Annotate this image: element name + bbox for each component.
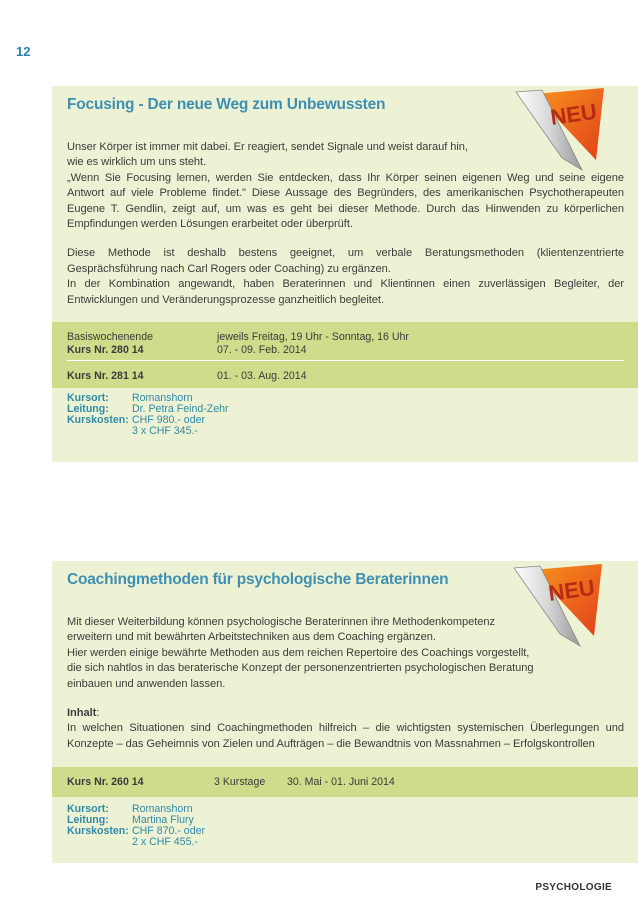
neu-badge-text: NEU <box>546 574 597 606</box>
kosten-value: 3 x CHF 345.- <box>132 425 198 437</box>
paragraph: Diese Methode ist deshalb bestens geeignet, um verbale Beratungsmethoden (klientenzentrierte Gesprächsführung nach Carl Rogers oder Coaching) zu ergänzen. <box>67 247 624 275</box>
course-info <box>52 797 638 863</box>
course-date: 30. Mai - 01. Juni 2014 <box>287 776 395 788</box>
leitung-value: Martina Flury <box>132 814 194 826</box>
intro-line: die sich nahtlos in das beraterische Konzept der personenzentrierten psychologischen Beratung <box>67 662 534 675</box>
kursort-label: Kursort: <box>67 392 109 404</box>
course-title: Coachingmethoden für psychologische Beraterinnen <box>67 571 449 588</box>
neu-badge-icon <box>510 558 610 650</box>
course-duration: 3 Kurstage <box>214 776 266 788</box>
course-number: Kurs Nr. 281 14 <box>67 370 144 382</box>
paragraph: In welchen Situationen sind Coachingmethoden hilfreich – die wichtigsten systemischen Überlegungen und Konzepte – das Geheimnis von Zielen und Aufträgen – die Bewandtnis von Massnahmen – Erfolgskontrollen <box>67 722 624 750</box>
inhalt-heading <box>67 706 624 721</box>
kursort-label: Kursort: <box>67 803 109 815</box>
kosten-value: CHF 980.- oder <box>132 414 206 426</box>
course-title: Focusing - Der neue Weg zum Unbewussten <box>67 96 386 113</box>
intro-line: erweitern und mit bewährten Arbeitstechniken aus dem Coaching ergänzen. <box>67 631 436 644</box>
course-info <box>52 388 638 462</box>
kosten-value: CHF 870.- oder <box>132 825 206 837</box>
neu-badge-icon <box>512 82 612 174</box>
divider <box>67 360 624 361</box>
leitung-label: Leitung: <box>67 403 109 415</box>
schedule-basis-value: jeweils Freitag, 19 Uhr - Sonntag, 16 Uhr <box>217 331 409 343</box>
intro-line: wie es wirklich um uns steht. <box>67 156 207 169</box>
course-date: 01. - 03. Aug. 2014 <box>217 370 307 382</box>
course-number: Kurs Nr. 260 14 <box>67 776 144 788</box>
intro-line: Unser Körper ist immer mit dabei. Er reagiert, sendet Signale und weist darauf hin, <box>67 141 468 153</box>
inhalt-label: Inhalt <box>67 707 97 720</box>
course-date: 07. - 09. Feb. 2014 <box>217 344 307 356</box>
kosten-value: 2 x CHF 455.- <box>132 836 198 848</box>
schedule-band <box>52 322 638 388</box>
leitung-label: Leitung: <box>67 814 109 826</box>
kosten-label: Kurskosten: <box>67 825 129 837</box>
page-number: 12 <box>16 44 31 59</box>
schedule-band <box>52 767 638 797</box>
inhalt-colon: : <box>96 707 100 720</box>
schedule-basis-label: Basiswochenende <box>67 331 153 343</box>
intro-line: Hier werden einige bewährte Methoden aus dem reichen Repertoire des Coachings vorgestellt, <box>67 646 530 659</box>
paragraph: „Wenn Sie Focusing lernen, werden Sie entdecken, dass Ihr Körper seinen eigenen Weg und seine eigene Antwort auf viele Probleme findet." Diese Aussage des Begründers, des amerikanischen Psychotherapeuten Eugene T. Gendlin, zeigt auf, um was es geht bei dieser Methode. Durch das Hinwenden zu körperlichen Empfindungen werden Lösungen erarbeitet oder überprüft. <box>67 171 624 231</box>
kosten-label: Kurskosten: <box>67 414 129 426</box>
course-number: Kurs Nr. 280 14 <box>67 344 144 356</box>
intro-line: einbauen und anwenden lassen. <box>67 677 226 690</box>
paragraph: In der Kombination angewandt, haben Beraterinnen und Klientinnen einen zuverlässigen Begleiter, der Entwicklungen und Veränderungsprozesse ganzheitlich begleitet. <box>67 278 624 306</box>
leitung-value: Dr. Petra Feind-Zehr <box>132 403 229 415</box>
kursort-value: Romanshorn <box>132 392 193 404</box>
kursort-value: Romanshorn <box>132 803 193 815</box>
intro-line: Mit dieser Weiterbildung können psychologische Beraterinnen ihre Methodenkompetenz <box>67 616 495 628</box>
section-footer-label: PSYCHOLOGIE <box>535 882 612 893</box>
neu-badge-text: NEU <box>548 98 599 130</box>
